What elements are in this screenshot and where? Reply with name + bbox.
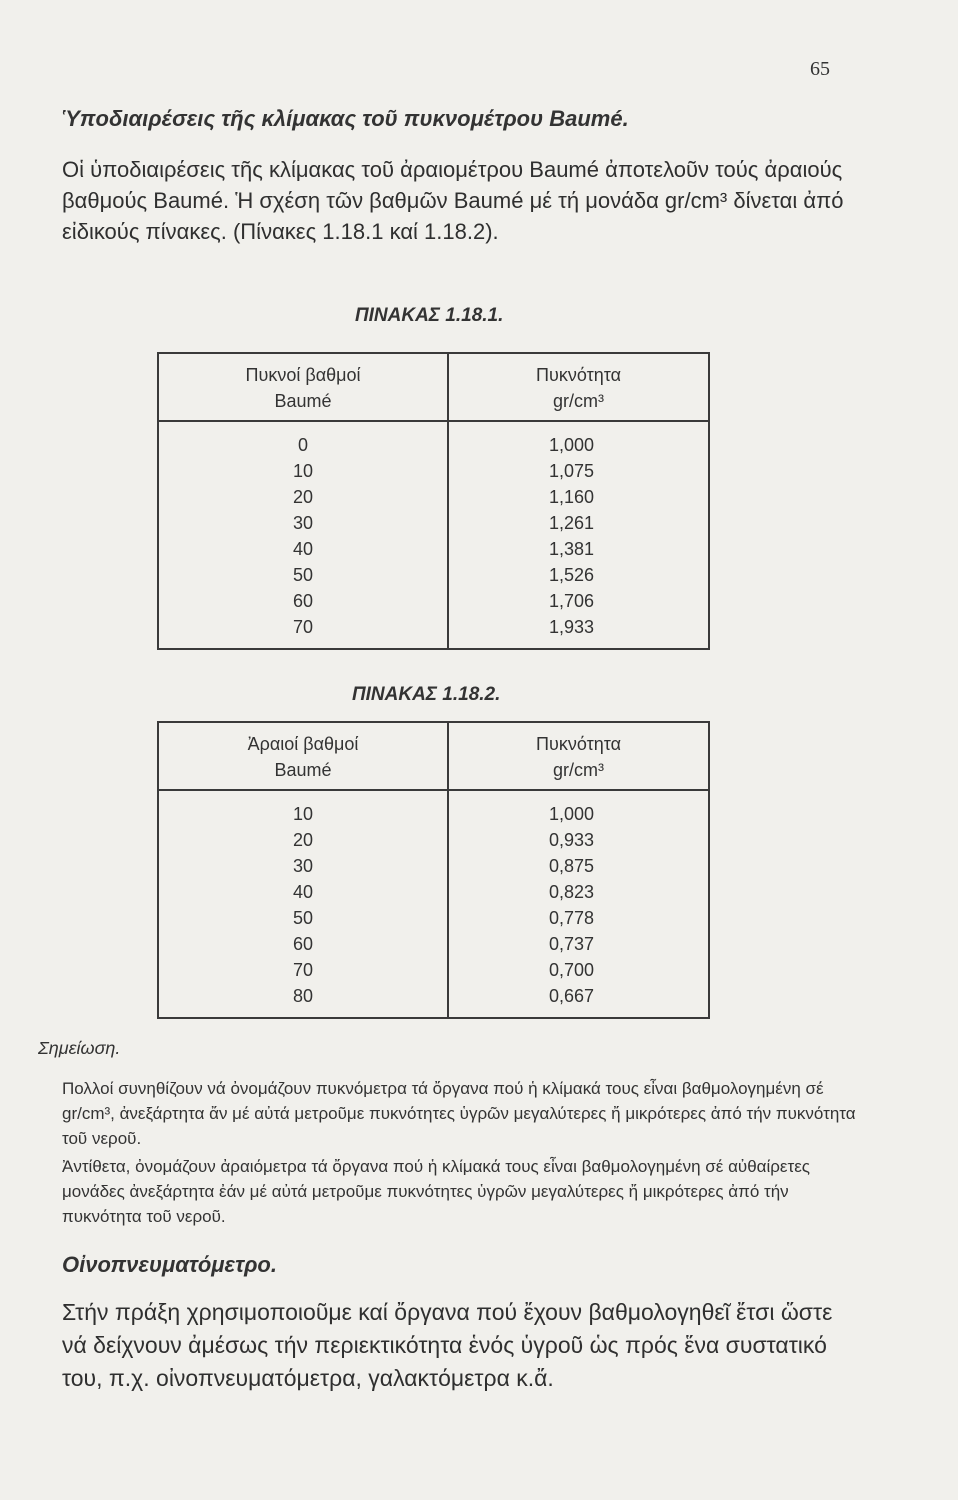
table-row <box>158 614 709 649</box>
table-row <box>158 421 709 458</box>
table1-header-row <box>158 353 709 421</box>
table2-density-cell: 1,000 <box>448 790 709 827</box>
table1-degree-cell: 40 <box>158 536 448 562</box>
table1-density-cell: 1,706 <box>448 588 709 614</box>
table1-degree-cell: 20 <box>158 484 448 510</box>
table1-degree-cell: 0 <box>158 421 448 458</box>
table1-degree-cell: 60 <box>158 588 448 614</box>
table2-col1-header-line1: Ἀραιοί βαθμοί <box>247 734 359 754</box>
table-row <box>158 827 709 853</box>
table2-col1-header-line2: Baumé <box>274 760 332 780</box>
table1-density-cell: 1,261 <box>448 510 709 536</box>
table1-density-cell: 1,075 <box>448 458 709 484</box>
page-number: 65 <box>810 58 830 80</box>
table2-density-cell: 0,823 <box>448 879 709 905</box>
table-1-18-2 <box>157 721 710 1019</box>
table-row <box>158 536 709 562</box>
table1-col-degrees-header <box>158 353 448 421</box>
table2-density-cell: 0,667 <box>448 983 709 1018</box>
table-row <box>158 957 709 983</box>
table1-density-cell: 1,000 <box>448 421 709 458</box>
table1-density-cell: 1,933 <box>448 614 709 649</box>
table2-density-cell: 0,700 <box>448 957 709 983</box>
table1-density-cell: 1,381 <box>448 536 709 562</box>
table-row <box>158 931 709 957</box>
section-title: Ὑποδιαιρέσεις τῆς κλίμακας τοῦ πυκνομέτρου Baumé. <box>62 106 629 131</box>
table-row <box>158 588 709 614</box>
table2-col-degrees-header <box>158 722 448 790</box>
table2-col2-header-line1: Πυκνότητα <box>536 734 621 754</box>
note-paragraph-1: Πολλοί συνηθίζουν νά ὀνομάζουν πυκνόμετρα τά ὄργανα πού ἡ κλίμακά τους εἶναι βαθμολογημένη σέ gr/cm³, ἀνεξάρτητα ἄν μέ αὐτά μετροῦμε πυκνότητες ὑγρῶν μεγαλύτερες ἤ μικρότερες ἀπό τήν πυκνότητα τοῦ νεροῦ. <box>62 1079 856 1148</box>
table1-col1-header-line1: Πυκνοί βαθμοί <box>245 365 361 385</box>
table-row <box>158 458 709 484</box>
table2-density-cell: 0,737 <box>448 931 709 957</box>
table1-col2-header-line1: Πυκνότητα <box>536 365 621 385</box>
closing-paragraph: Στήν πράξη χρησιμοποιοῦμε καί ὄργανα πού ἔχουν βαθμολογηθεῖ ἔτσι ὥστε νά δείχνουν ἀμέσως τήν περιεκτικότητα ἑνός ὑγροῦ ὡς πρός ἕνα συστατικό του, π.χ. οἰνοπνευματόμετρα, γαλακτόμετρα κ.ἄ. <box>62 1299 833 1391</box>
table2-degree-cell: 70 <box>158 957 448 983</box>
table2-degree-cell: 20 <box>158 827 448 853</box>
table2-degree-cell: 80 <box>158 983 448 1018</box>
table2-density-cell: 0,933 <box>448 827 709 853</box>
table-row <box>158 510 709 536</box>
table-row <box>158 905 709 931</box>
table2-header-row <box>158 722 709 790</box>
table1-caption: ΠΙΝΑΚΑΣ 1.18.1. <box>355 305 504 326</box>
table1-density-cell: 1,526 <box>448 562 709 588</box>
intro-paragraph: Οἱ ὑποδιαιρέσεις τῆς κλίμακας τοῦ ἀραιομέτρου Baumé ἀποτελοῦν τούς ἀραιούς βαθμούς Baumé. Ἡ σχέση τῶν βαθμῶν Baumé μέ τή μονάδα gr/cm³ δίνεται ἀπό εἰδικούς πίνακες. (Πίνακες 1.18.1 καί 1.18.2). <box>62 157 844 244</box>
table1-degree-cell: 10 <box>158 458 448 484</box>
table1-degree-cell: 30 <box>158 510 448 536</box>
table2-col-density-header <box>448 722 709 790</box>
table2-degree-cell: 60 <box>158 931 448 957</box>
note-paragraph-2: Ἀντίθετα, ὀνομάζουν ἀραιόμετρα τά ὄργανα πού ἡ κλίμακά τους εἶναι βαθμολογημένη σέ αὐθαίρετες μονάδες ἀνεξάρτητα ἐάν μέ αὐτά μετροῦμε πυκνότητες ὑγρῶν μεγαλύτερες ἤ μικρότερες ἀπό τήν πυκνότητα τοῦ νεροῦ. <box>62 1157 810 1226</box>
table-row <box>158 790 709 827</box>
table1-degree-cell: 50 <box>158 562 448 588</box>
table2-degree-cell: 40 <box>158 879 448 905</box>
table1-col1-header-line2: Baumé <box>274 391 332 411</box>
table-1-18-1 <box>157 352 710 650</box>
table2-caption: ΠΙΝΑΚΑΣ 1.18.2. <box>352 684 501 705</box>
note-label: Σημείωση. <box>38 1038 121 1058</box>
table2-degree-cell: 50 <box>158 905 448 931</box>
table1-col-density-header <box>448 353 709 421</box>
table1-density-cell: 1,160 <box>448 484 709 510</box>
table-row <box>158 853 709 879</box>
table-row <box>158 983 709 1018</box>
table2-density-cell: 0,778 <box>448 905 709 931</box>
table2-density-cell: 0,875 <box>448 853 709 879</box>
table1-col2-header-line2: gr/cm³ <box>553 391 604 411</box>
table1-degree-cell: 70 <box>158 614 448 649</box>
section-title-alcoholometer: Οἰνοπνευματόμετρο. <box>62 1252 277 1277</box>
table-row <box>158 562 709 588</box>
table-row <box>158 484 709 510</box>
table2-degree-cell: 10 <box>158 790 448 827</box>
table2-col2-header-line2: gr/cm³ <box>553 760 604 780</box>
table-row <box>158 879 709 905</box>
table2-degree-cell: 30 <box>158 853 448 879</box>
